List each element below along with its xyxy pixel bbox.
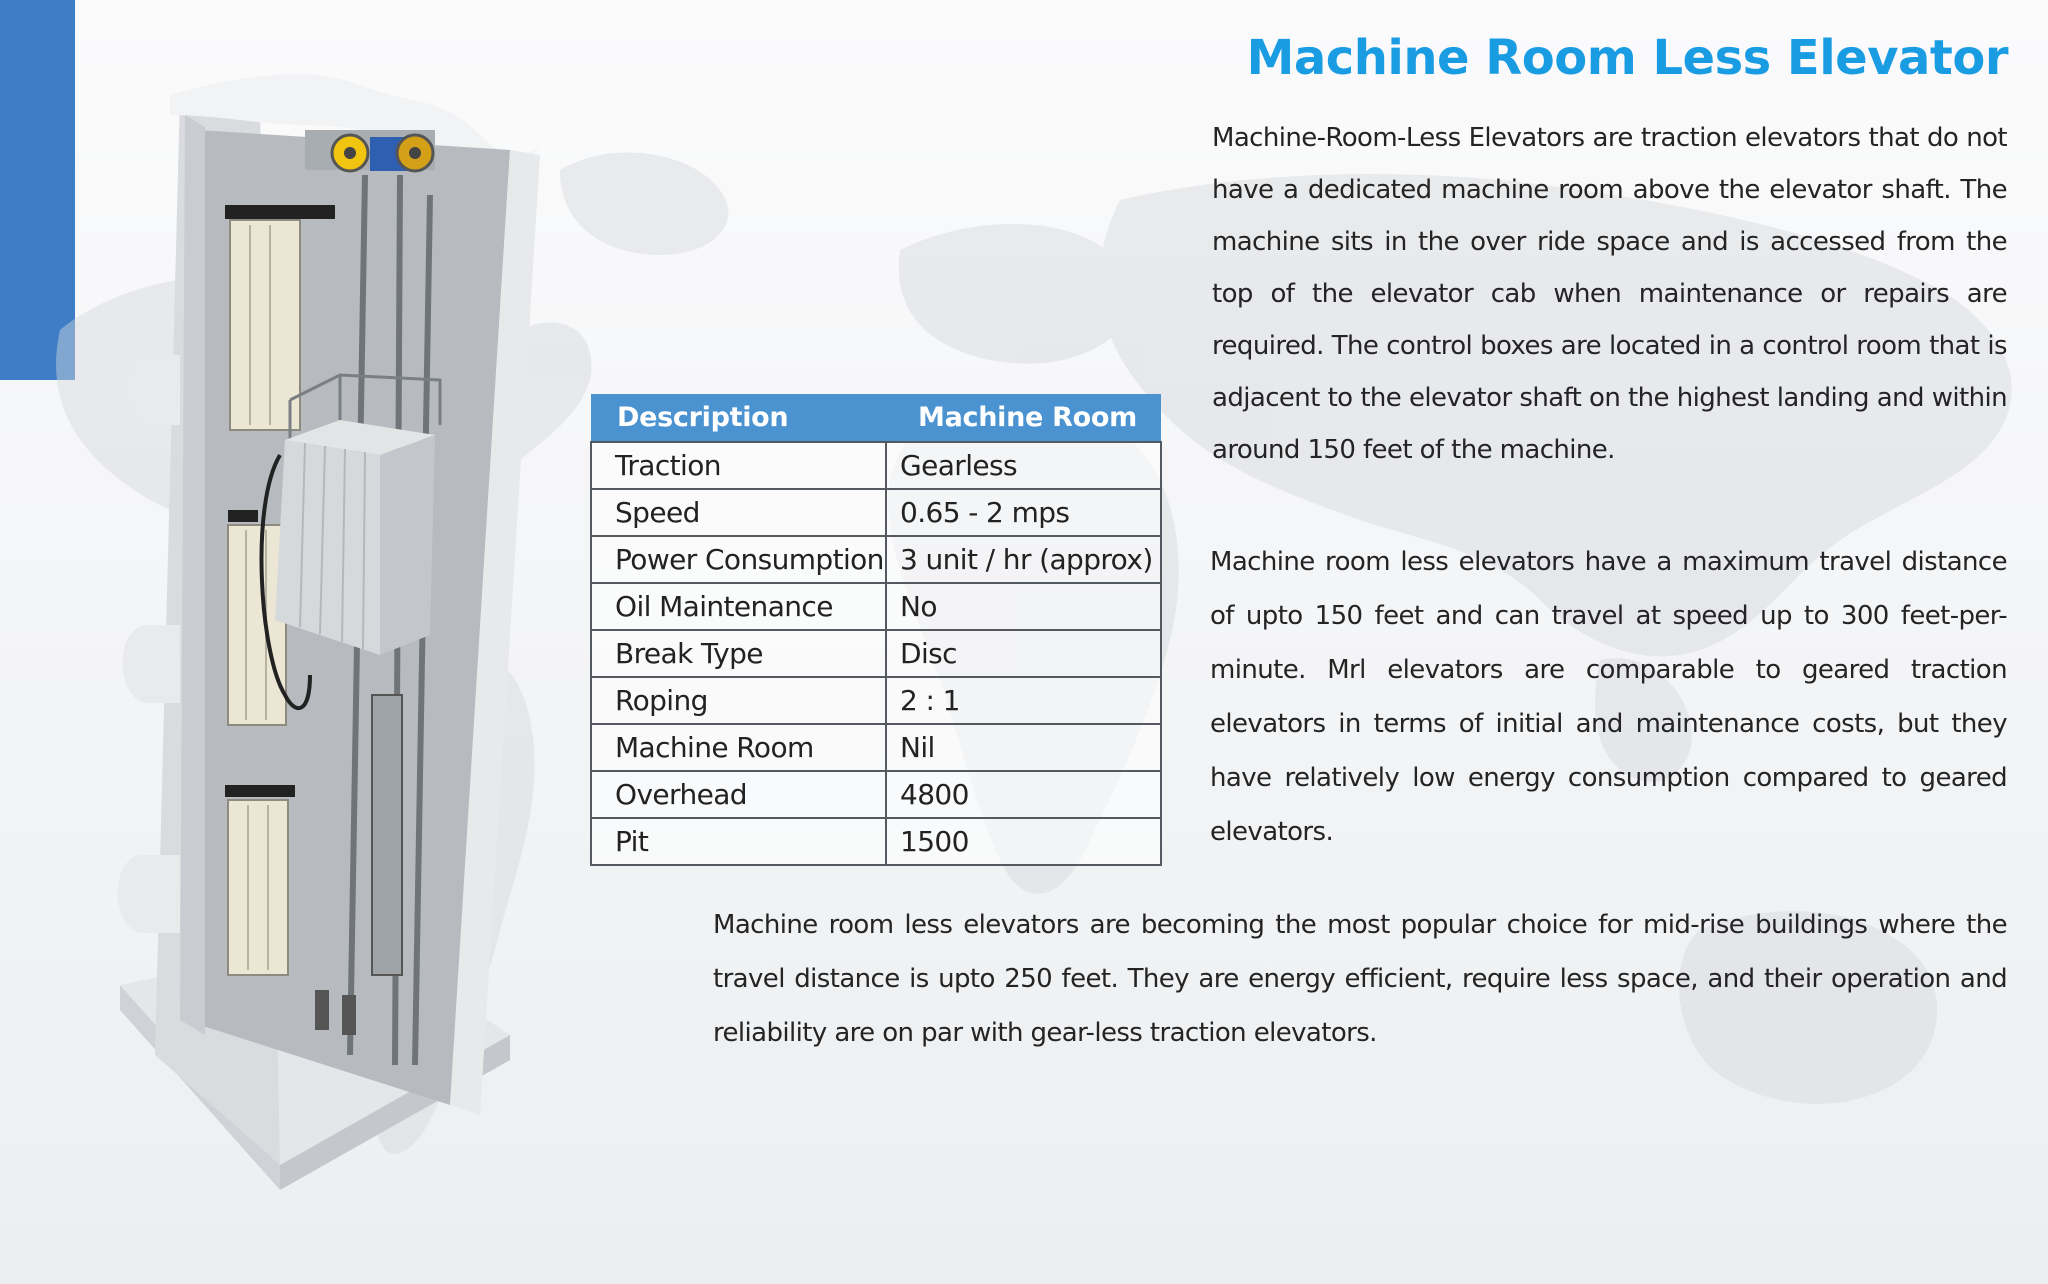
spec-value: Nil (886, 724, 1161, 771)
page-title: Machine Room Less Elevator (1246, 30, 2008, 86)
table-row (591, 536, 1161, 583)
spec-value: 0.65 - 2 mps (886, 489, 1161, 536)
specifications-table (590, 394, 1162, 866)
table-header-row (591, 394, 1161, 442)
spec-label: Oil Maintenance (591, 583, 886, 630)
table-row (591, 818, 1161, 865)
spec-label: Speed (591, 489, 886, 536)
table-row (591, 583, 1161, 630)
spec-value: 3 unit / hr (approx) (886, 536, 1161, 583)
spec-label: Power Consumption (591, 536, 886, 583)
spec-label: Traction (591, 442, 886, 489)
spec-value: Gearless (886, 442, 1161, 489)
elevator-shaft-illustration (110, 55, 550, 1205)
popularity-paragraph: Machine room less elevators are becoming the most popular choice for mid-rise buildings where the travel distance is upto 250 feet. They are energy efficient, require less space, and their operation and reliability are on par with gear-less traction elevators. (713, 910, 2007, 1048)
spec-label: Pit (591, 818, 886, 865)
intro-paragraph: Machine-Room-Less Elevators are traction elevators that do not have a dedicated machine room above the elevator shaft. The machine sits in the over ride space and is accessed from the top of the elevator cab when maintenance or repairs are required. The control boxes are located in a control room that is adjacent to the elevator shaft on the highest landing and within around 150 feet of the machine. (1212, 123, 2007, 465)
spec-label: Machine Room (591, 724, 886, 771)
table-row (591, 442, 1161, 489)
spec-value: No (886, 583, 1161, 630)
travel-distance-paragraph: Machine room less elevators have a maximum travel distance of upto 150 feet and can travel at speed up to 300 feet-per-minute. Mrl elevators are comparable to geared traction elevators in terms of initial and maintenance costs, but they have relatively low energy consumption compared to geared elevators. (1210, 547, 2007, 847)
table-row (591, 677, 1161, 724)
table-row (591, 771, 1161, 818)
spec-value: 4800 (886, 771, 1161, 818)
spec-label: Roping (591, 677, 886, 724)
table-row (591, 724, 1161, 771)
header-machine-room: Machine Room (918, 402, 1137, 433)
spec-label: Overhead (591, 771, 886, 818)
header-description: Description (617, 402, 789, 433)
spec-value: 2 : 1 (886, 677, 1161, 724)
spec-label: Break Type (591, 630, 886, 677)
spec-value: 1500 (886, 818, 1161, 865)
table-row (591, 630, 1161, 677)
spec-value: Disc (886, 630, 1161, 677)
table-row (591, 489, 1161, 536)
